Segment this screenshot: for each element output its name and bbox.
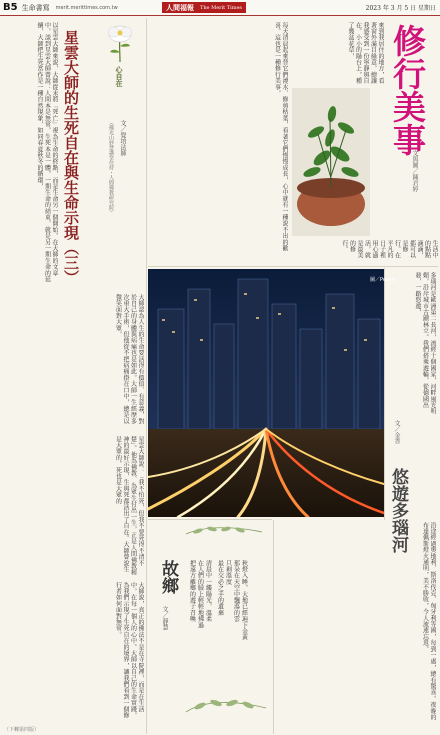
column-divider xyxy=(146,18,147,734)
xiuxing-byline: 文與圖／陳君婷 xyxy=(411,150,418,192)
photo-credit: 圖／Pexels xyxy=(370,277,396,283)
poem-line: 那朵在天空中飄蕩的雲 xyxy=(232,560,240,622)
poem-line: 把遠方離鄉的遊子召喚 xyxy=(188,560,196,622)
section-name: 生命書寫 xyxy=(21,3,50,12)
xiuxing-paragraph: 每天清晨起來替它們澆水、修剪枯葉，看著它們慢慢成長，心中就有一種說不出的歡喜。這也是一種修行美事， xyxy=(273,22,288,252)
youyou-paragraph: 沿途經過奧地利、斯洛伐克、匈牙利等國，每到一處，總有驚喜。夜晚的布達佩斯燈火通明，美不勝收，令人流連忘返。 xyxy=(421,522,436,721)
issue-date: 2023 年 3 月 5 日 星期日 xyxy=(365,5,436,12)
poem-line: 只剩溫度 xyxy=(224,560,232,585)
column-name: 心自在 xyxy=(115,66,124,87)
author-affiliation: （佛光山妙慧講堂住持・人間佛教研究院） xyxy=(108,120,114,215)
youyou-paragraph: 多瑙河是歐洲第二長河，流經十個國家，河畔風光明媚，沿岸城市古蹟林立。我們搭乘遊輪，從德國出發，一路悠遊， xyxy=(414,272,436,415)
article-title-youyou: 悠遊多瑙河 xyxy=(388,468,408,553)
site-url: merit.merittimes.com.tw xyxy=(55,4,118,11)
poem-line: 秋燈入睡，大地已經遍下金黃 xyxy=(240,560,248,641)
article-paragraph: 星雲大師說：「我不怕死，但我不要死得不清不楚」。他為佛教、為眾生付出一生，正是人間佛教精神的最好示現，生與死都活出了自在。大師曾說生是大眾的，死也是大眾的 xyxy=(114,436,144,576)
poem-line: 最在交必之手的遺棄 xyxy=(216,560,224,616)
article-paragraph: 大師認為人生的生命要活得有價值、有意義，對於自己的身體與病痛也是如此。大師一生經歷多次重大手術，但他從不把病痛掛在口中，總是以微笑面對大眾， xyxy=(114,294,144,425)
poem-line: 清晨中一縷陽光，溫柔 xyxy=(204,560,212,622)
poem-line: 在人們的臉上輕輕地拂過 xyxy=(196,560,204,629)
column-divider xyxy=(273,520,274,734)
leaf-decoration xyxy=(184,522,264,546)
masthead-cn: 人間福報 xyxy=(166,2,194,12)
column-divider xyxy=(384,268,385,520)
youyou-byline: 文／金香 xyxy=(393,420,400,444)
xiuxing-paragraph: 生活中的點點滴滴，都可以是修行。在平凡的日子裡用心過活，就是最美的修行。 xyxy=(341,240,438,259)
section-divider xyxy=(148,266,438,267)
section-code: B5 xyxy=(3,2,18,13)
article-paragraph: 以星雲大師來說，大師從未將『死亡』視為生命的終點，而是生命另一個開始。在大師的文章中，談到星雲大師曾說：人間本是無常，生死本是一體，一期生命的結束，就是另一期生命的延續，大師把生死當作是一種自然現象，如同春夏秋冬的循環， xyxy=(36,22,58,283)
xiuxing-paragraph: 來到我居住的地方，看著窗外滿目綠意，總讓我感受到一份寧靜與自在。小小的陽台上，種了幾盆花草， xyxy=(347,22,384,84)
night-city-photo xyxy=(148,269,384,517)
article-byline: 文／覺培法師 xyxy=(119,120,126,156)
section-divider xyxy=(148,519,272,520)
continuation-note: （下轉第四版） xyxy=(4,727,40,733)
poem-title: 故鄉 xyxy=(158,560,178,594)
poem-author: 文／靜慧 xyxy=(161,606,168,630)
flower-illustration xyxy=(102,22,138,64)
article-title: 星雲大師的生死自在與生命示現（三） xyxy=(62,30,80,285)
leaf-decoration xyxy=(184,692,268,724)
article-paragraph: 大師說，真正的佛法不是在寺院裡，而是在生活中，在每一個人的心中。大師以自己的生命實踐，為我們示現了生死自在的境界，讓我們看到一個修行者如何面對無常。 xyxy=(114,582,144,719)
potted-plant-photo xyxy=(292,88,370,236)
masthead-en: The Merit Times xyxy=(200,4,242,11)
article-title-xiuxing: 修行美事 xyxy=(388,24,427,156)
masthead xyxy=(162,2,246,13)
